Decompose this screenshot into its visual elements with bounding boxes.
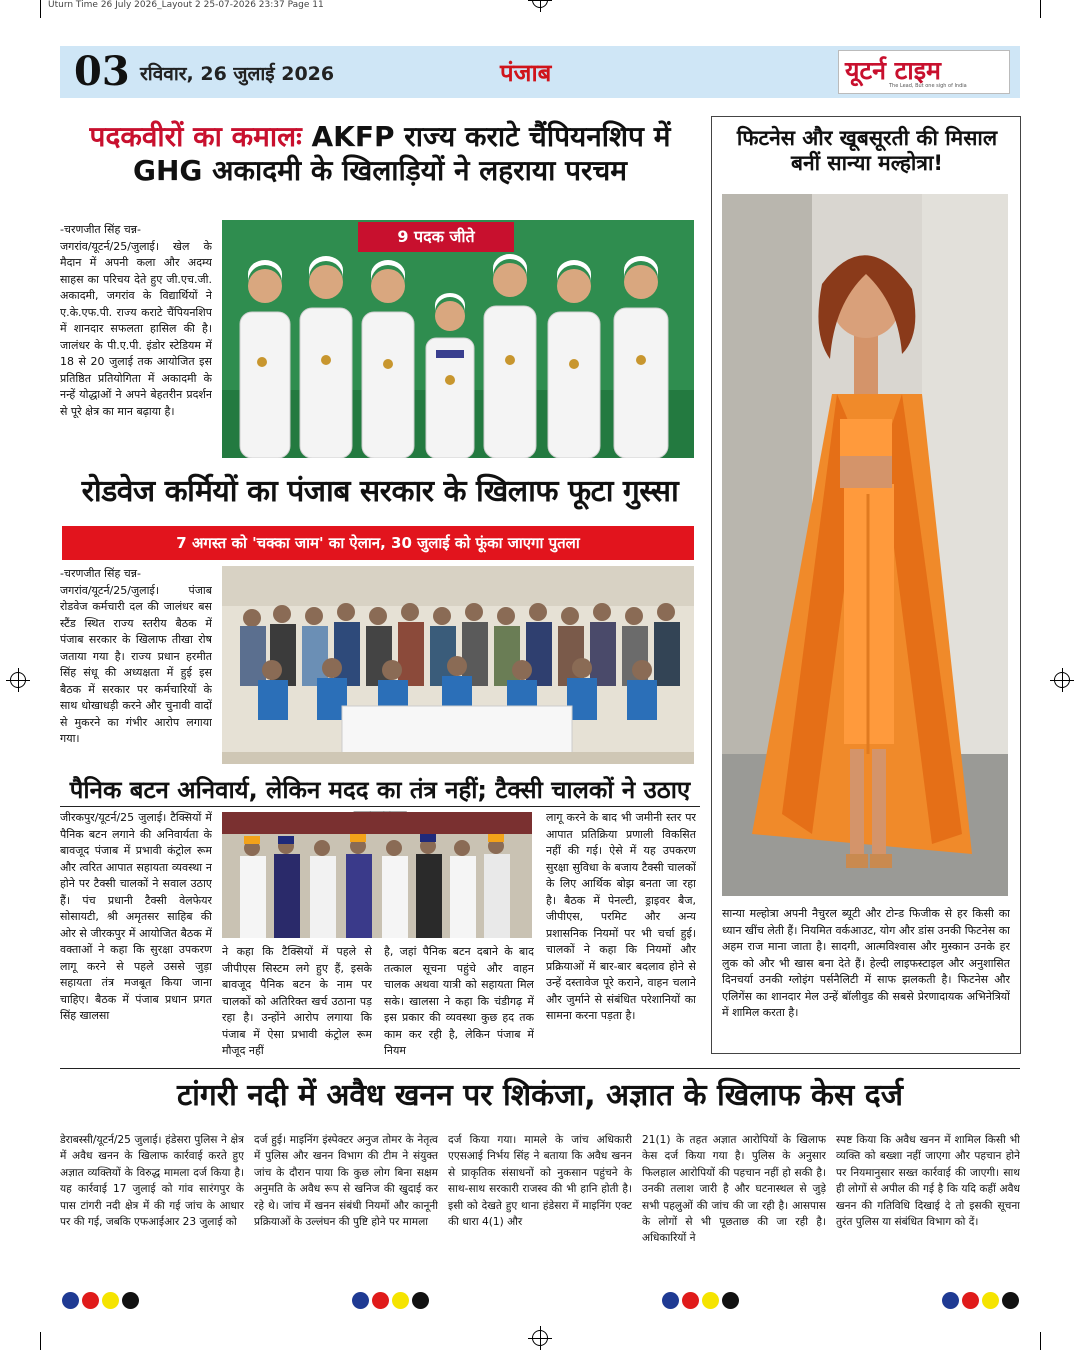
story5-col5: स्पष्ट किया कि अवैध खनन में शामिल किसी भी व्यक्ति को बख्शा नहीं जाएगा और पहचान होने पर नियमानुसार सख्त कार्रवाई की जाएगी। साथ ही लोगों से अपील की गई है कि यदि कहीं अवैध खनन की गतिविधि दिखाई दे तो इसकी सूचना तुरंत पुलिस या संबंधित विभाग को दें। bbox=[836, 1134, 1020, 1229]
story1-headline bbox=[60, 120, 700, 187]
color-dot bbox=[722, 1292, 739, 1309]
masthead bbox=[60, 46, 1020, 98]
color-dot bbox=[62, 1292, 79, 1309]
story5-col1: डेराबस्सी/यूटर्न/25 जुलाई। हंडेसरा पुलिस ने क्षेत्र में अवैध खनन के खिलाफ कार्रवाई करते हुए अज्ञात व्यक्तियों के विरुद्ध मामला दर्ज किया है। यह कार्रवाई 17 जुलाई को गांव सारंगपुर के पास टांगरी नदी क्षेत्र में की गई जांच के आधार पर की गई, जबकि एफआईआर 23 जुलाई को bbox=[60, 1134, 244, 1229]
story2-text: जगरांव/यूटर्न/25/जुलाई। पंजाब रोडवेज कर्मचारी दल की जालंधर बस स्टैंड स्थित राज्य स्तरीय बैठक में पंजाब सरकार के खिलाफ तीखा रोष जताया गया है। राज्य प्रधान हरमीत सिंह संधू की अध्यक्षता में हुई इस बैठक में सरकार पर कर्मचारियों के साथ धोखाधड़ी करने और चुनावी वादों से मुकरने का गंभीर आरोप लगाया गया। bbox=[60, 583, 212, 745]
color-dot bbox=[102, 1292, 119, 1309]
registration-mark-icon bbox=[532, 0, 548, 8]
story3-top-rule bbox=[60, 806, 700, 807]
story5-col4: 21(1) के तहत अज्ञात आरोपियों के खिलाफ केस दर्ज किया गया है। पुलिस के अनुसार फिलहाल आरोपियों की पहचान नहीं हो सकी है। उनकी तलाश जारी है और घटनास्थल से जुड़े सभी पहलुओं की जांच की जा रही है। आसपास के लोगों से भी पूछताछ की जा रही है। अधिकारियों ने bbox=[642, 1134, 826, 1245]
sanya-malhotra-photo bbox=[722, 194, 1008, 896]
sanya-malhotra-image bbox=[722, 194, 1008, 896]
section-name: पंजाब bbox=[500, 59, 552, 87]
registration-mark-icon bbox=[1054, 672, 1070, 688]
color-dot bbox=[372, 1292, 389, 1309]
registration-mark-icon bbox=[10, 672, 26, 688]
logo-text: यूटर्न टाइम bbox=[845, 56, 941, 85]
color-dot bbox=[982, 1292, 999, 1309]
taxi-drivers-image bbox=[222, 812, 532, 938]
taxi-drivers-photo bbox=[222, 812, 532, 938]
story2-headline: रोडवेज कर्मियों का पंजाब सरकार के खिलाफ फूटा गुस्सा bbox=[81, 474, 679, 509]
karate-team-photo-image bbox=[222, 220, 694, 458]
color-dot bbox=[962, 1292, 979, 1309]
medals-badge: 9 पदक जीते bbox=[358, 222, 514, 252]
crop-mark bbox=[1040, 1332, 1041, 1350]
color-dot bbox=[662, 1292, 679, 1309]
logo-tagline: The Lead, But one sigh of India bbox=[889, 83, 967, 89]
story3-headline: पैनिक बटन अनिवार्य, लेकिन मदद का तंत्र नहीं; टैक्सी चालकों ने उठाए bbox=[69, 776, 691, 804]
story1-headline-lead: पदकवीरों का कमालः bbox=[89, 120, 302, 153]
crop-mark bbox=[1040, 0, 1041, 18]
color-bar bbox=[62, 1292, 142, 1310]
feature-headline: फिटनेस और खूबसूरती की मिसाल बनीं सान्या मल्होत्रा! bbox=[736, 126, 998, 176]
print-slug: Uturn Time 26 July 2026_Layout 2 25-07-2026 23:37 Page 11 bbox=[48, 0, 324, 10]
feature-caption: सान्या मल्होत्रा अपनी नैचुरल ब्यूटी और टोन्ड फिजीक से हर किसी का ध्यान खींच लेती हैं। नियमित वर्कआउट, योग और डांस उनकी फिटनेस का अहम राज माना जाता है। सादगी, आत्मविश्वास और मुस्कान उनके हर लुक को और भी खास बना देते हैं। हेल्दी लाइफस्टाइल और अनुशासित दिनचर्या उनकी ग्लोइंग पर्सनैलिटी में साफ झलकती है। फिटनेस और एलिगेंस का शानदार मेल उन्हें बॉलीवुड की सबसे प्रेरणादायक अभिनेत्रियों में शामिल करता है। bbox=[722, 907, 1010, 1019]
color-bar bbox=[662, 1292, 742, 1310]
story1-byline: -चरणजीत सिंह चन्न- bbox=[60, 223, 142, 236]
color-dot bbox=[942, 1292, 959, 1309]
story3-col1: जीरकपुर/यूटर्न/25 जुलाई। टैक्सियों में पैनिक बटन लगाने की अनिवार्यता के बावजूद पंजाब में प्रभावी कंट्रोल रूम और त्वरित आपात सहायता व्यवस्था न होने पर टैक्सी चालकों ने सवाल उठाए हैं। पंच प्रधानी टैक्सी वेलफेयर सोसायटी, श्री अमृतसर साहिब की ओर से जीरकपुर में आयोजित बैठक में वक्ताओं ने कहा कि सुरक्षा उपकरण लागू करने से पहले उससे जुड़ा सहायता तंत्र मजबूत किया जाना चाहिए। बैठक में पंजाब प्रधान प्रगत सिंह खालसा bbox=[60, 811, 212, 1022]
story1-text: जगरांव/यूटर्न/25/जुलाई। खेल के मैदान में अपनी कला और अदम्य साहस का परिचय देते हुए जी.एच.जी. अकादमी, जगरांव के विद्यार्थियों ने ए.के.एफ.पी. राज्य कराटे चैंपियनशिप में शानदार सफलता हासिल की है। जालंधर के पी.ए.पी. इंडोर स्टेडियम में 18 से 20 जुलाई तक आयोजित इस प्रतिष्ठित प्रतियोगिता में अकादमी के नन्हें योद्धाओं ने अपने बेहतरीन प्रदर्शन से पूरे क्षेत्र का मान बढ़ाया है। bbox=[60, 239, 212, 418]
karate-team-photo bbox=[222, 220, 694, 458]
story2-body bbox=[60, 566, 212, 766]
color-dot bbox=[1002, 1292, 1019, 1309]
page-number: 03 bbox=[74, 48, 130, 95]
color-dot bbox=[702, 1292, 719, 1309]
color-dot bbox=[82, 1292, 99, 1309]
story3-col3: है, जहां पैनिक बटन दबाने के बाद तत्काल सूचना पहुंचे और वाहन चालक अथवा यात्री को सहायता मिल सके। खालसा ने कहा कि चंडीगढ़ में इस प्रकार की व्यवस्था कुछ हद तक काम कर रही है, लेकिन पंजाब में नियम bbox=[384, 945, 534, 1057]
crop-mark bbox=[40, 0, 41, 18]
story2-byline: -चरणजीत सिंह चन्न- bbox=[60, 567, 142, 580]
color-bar bbox=[352, 1292, 432, 1310]
story5-col2: दर्ज हुई। माइनिंग इंस्पेक्टर अनुज तोमर के नेतृत्व में पुलिस और खनन विभाग की टीम ने संयुक्त जांच के दौरान पाया कि कुछ लोग बिना सक्षम अनुमति के अवैध रूप से खनिज की खुदाई कर रहे थे। जांच में खनन संबंधी नियमों और कानूनी प्रक्रियाओं के उल्लंघन की पुष्टि होने पर मामला bbox=[254, 1134, 438, 1229]
story1-body bbox=[60, 222, 212, 462]
color-dot bbox=[412, 1292, 429, 1309]
story5-col3: दर्ज किया गया। मामले के जांच अधिकारी एएसआई निर्भय सिंह ने बताया कि अवैध खनन से प्राकृतिक संसाधनों को नुकसान पहुंचने के साथ-साथ सरकारी राजस्व की भी हानि होती है। इसी को देखते हुए थाना हंडेसरा में माइनिंग एक्ट की धारा 4(1) और bbox=[448, 1134, 632, 1229]
color-bar bbox=[942, 1292, 1022, 1310]
roadways-meeting-photo bbox=[222, 566, 694, 764]
story5-headline: टांगरी नदी में अवैध खनन पर शिकंजा, अज्ञात के खिलाफ केस दर्ज bbox=[177, 1078, 903, 1113]
newspaper-logo bbox=[838, 50, 1010, 94]
color-dot bbox=[392, 1292, 409, 1309]
crop-mark bbox=[40, 1332, 41, 1350]
color-dot bbox=[122, 1292, 139, 1309]
story3-col2: ने कहा कि टैक्सियों में पहले से जीपीएस सिस्टम लगे हुए हैं, इसके बावजूद पैनिक बटन के नाम पर चालकों को अतिरिक्त खर्च उठाना पड़ रहा है। उन्होंने आरोप लगाया कि पंजाब में ऐसा प्रभावी कंट्रोल रूम मौजूद नहीं bbox=[222, 945, 372, 1057]
roadways-meeting-image bbox=[222, 566, 694, 764]
story1-headline-rest: AKFP राज्य कराटे चैंपियनशिप में GHG अकादमी के खिलाड़ियों ने लहराया परचम bbox=[133, 120, 671, 187]
story2-subheadline: 7 अगस्त को 'चक्का जाम' का ऐलान, 30 जुलाई को फूंका जाएगा पुतला bbox=[62, 526, 694, 560]
color-dot bbox=[352, 1292, 369, 1309]
bottom-story-rule bbox=[60, 1068, 1020, 1069]
story3-col4: लागू करने के बाद भी जमीनी स्तर पर आपात प्रतिक्रिया प्रणाली विकसित नहीं की गई। ऐसे में यह उपकरण सुरक्षा सुविधा के बजाय टैक्सी चालकों के लिए आर्थिक बोझ बनता जा रहा है। बैठक में पेनल्टी, ड्राइवर बैज, जीपीएस, परमिट और अन्य प्रशासनिक नियमों पर भी चर्चा हुई। चालकों ने कहा कि नियमों और प्रक्रियाओं में बार-बार बदलाव होने से उन्हें दस्तावेज पूरे कराने, वाहन चलाने और जुर्माने से संबंधित परेशानियों का सामना करना पड़ता है। bbox=[546, 811, 696, 1022]
registration-mark-icon bbox=[532, 1330, 548, 1346]
page-date: रविवार, 26 जुलाई 2026 bbox=[140, 63, 335, 85]
color-dot bbox=[682, 1292, 699, 1309]
